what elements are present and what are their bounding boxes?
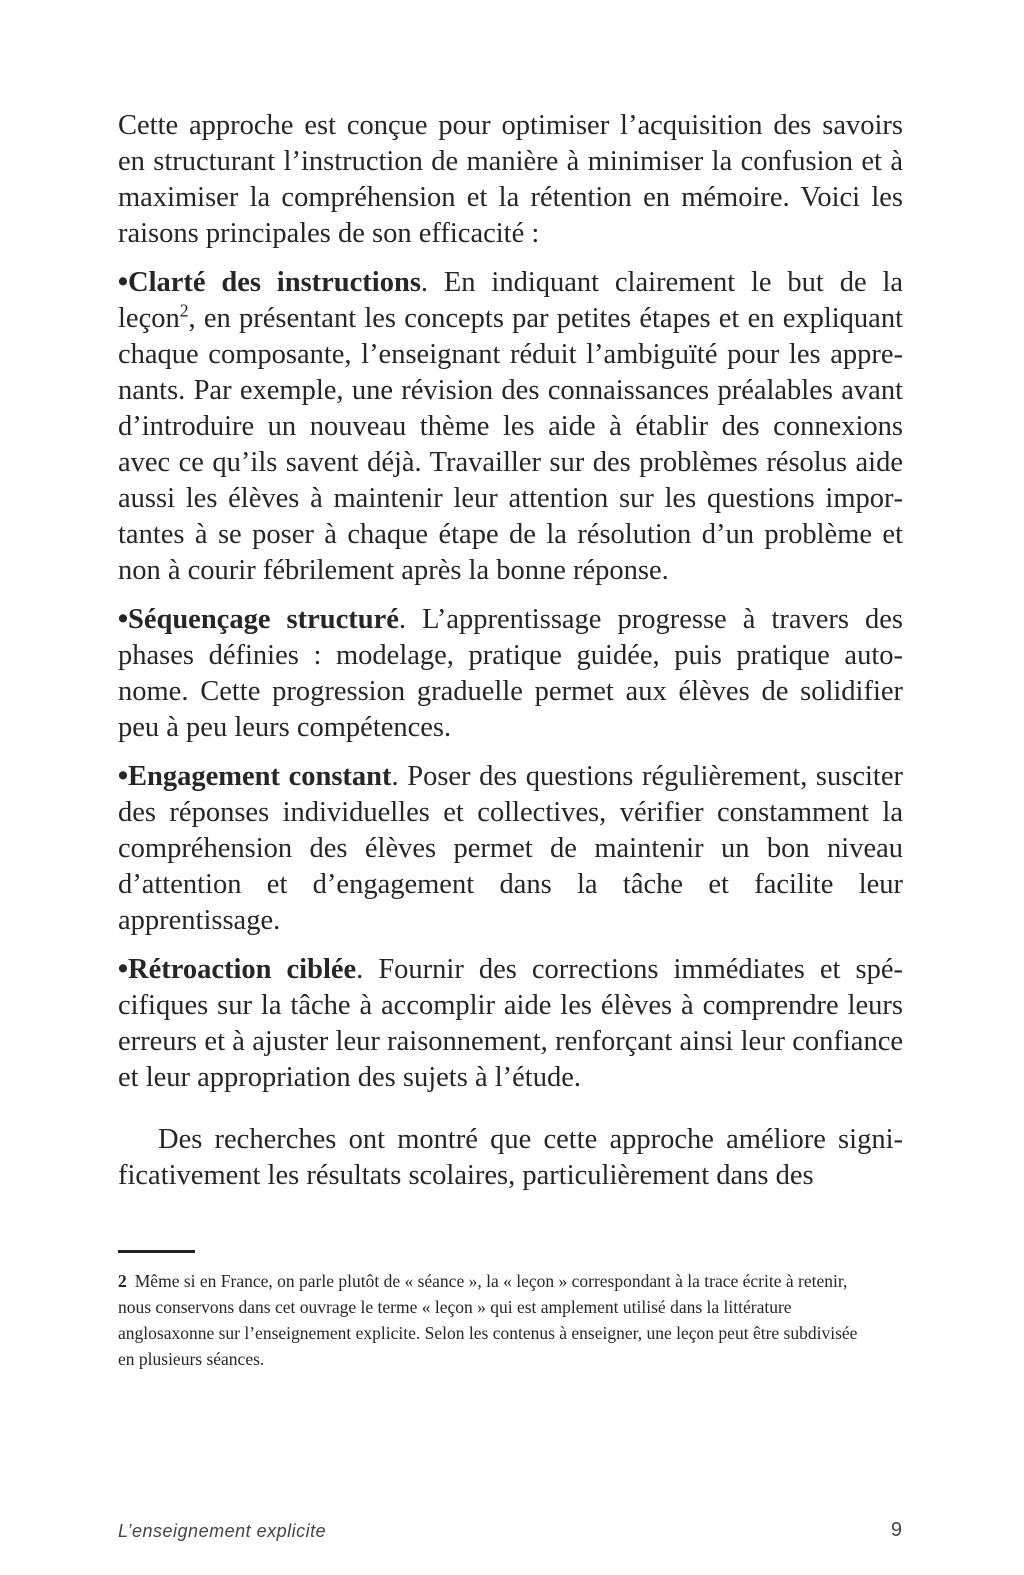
bullet-heading: Engagement constant (127, 761, 392, 792)
bullet-heading: Séquençage structuré (127, 604, 399, 635)
bullet-item-clarte (118, 264, 903, 589)
bullet-item-sequencage (118, 601, 903, 746)
bullet-text: , en présentant les concepts par petites étapes et en expliquant chaque composante, l’enseignant réduit l’ambiguïté pour les apprenants. Par exemple, une révision des connaissances préalables avant d’introduire un nouveau thème les aide à établir des connexions avec ce qu’ils savent déjà. Travailler sur des problèmes résolus aide aussi les élèves à maintenir leur attention sur les questions importantes à se poser à chaque étape de la résolution d’un problème et non à courir fébrilement après la bonne réponse. (118, 303, 903, 586)
page-number: 9 (890, 1519, 902, 1541)
running-footer-title: L’enseignement explicite (118, 1521, 327, 1541)
bullet-text: . En indiquant clairement le but de la leçon (118, 267, 904, 334)
intro-paragraph: Cette approche est conçue pour optimiser l’acquisition des savoirs en structurant l’instruction de manière à minimiser la confusion et à maximiser la compréhension et la rétention en mémoire. Voici les raisons principales de son efficacité : (118, 110, 903, 249)
footnote-divider (118, 1250, 195, 1253)
bullet-text: . Fournir des corrections immédiates et spécifiques sur la tâche à accomplir aide les élèves à comprendre leurs erreurs et à ajuster leur raisonnement, renforçant ainsi leur confiance et leur appropriation des sujets à l’étude. (118, 954, 903, 1093)
closing-paragraph: Des recherches ont montré que cette approche améliore significativement les résultats scolaires, particulièrement dans des (118, 1124, 903, 1191)
bullet-dot-icon: • (118, 603, 128, 635)
main-text (118, 108, 903, 1206)
footnote (118, 1268, 878, 1372)
bullet-heading: Rétroaction ciblée (127, 954, 357, 985)
bullet-text: . L’apprentissage progresse à travers des phases définies : modelage, pratique guidée, puis pratique autonome. Cette progression graduelle permet aux élèves de solidifier peu à peu leurs compétences. (118, 604, 903, 743)
footnote-reference[interactable]: 2 (179, 300, 189, 321)
bullet-dot-icon: • (118, 760, 128, 792)
bullet-item-retroaction (118, 951, 903, 1096)
bullet-text: . Poser des questions régulièrement, susciter des réponses individuelles et collectives, vérifier constamment la compréhension des élèves permet de maintenir un bon niveau d’attention et d’engagement dans la tâche et facilite leur apprentissage. (118, 761, 903, 936)
bullet-dot-icon: • (118, 953, 128, 985)
bullet-heading: Clarté des instructions (127, 267, 421, 298)
bullet-item-engagement (118, 758, 903, 939)
footnote-number: 2 (118, 1271, 127, 1291)
footnote-text: Même si en France, on parle plutôt de « séance », la « leçon » correspondant à la trace écrite à retenir, nous conservons dans cet ouvrage le terme « leçon » qui est amplement utilisé dans la littérature anglosaxonne sur l’enseignement explicite. Selon les contenus à enseigner, une leçon peut être subdivisée en plusieurs séances. (118, 1271, 858, 1369)
bullet-dot-icon: • (118, 266, 128, 298)
